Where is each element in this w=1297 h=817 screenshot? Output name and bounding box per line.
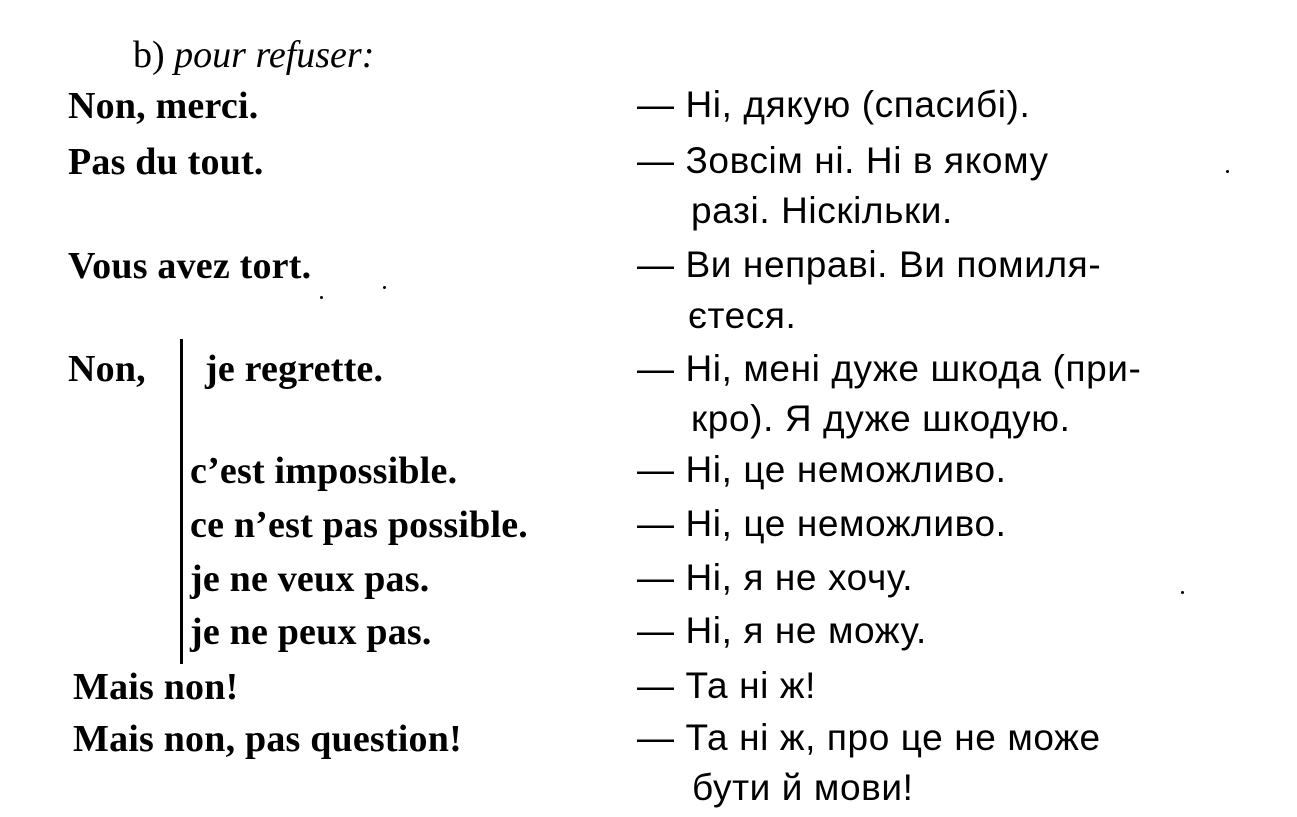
phrase-ua: — Ні, це неможливо. [637, 449, 1007, 490]
phrase-ua: — Ні, це неможливо. [637, 503, 1007, 544]
phrase-ua: — Та ні ж! [637, 665, 817, 706]
phrase-ua: — Ні, я не можу. [637, 610, 927, 651]
section-letter: b) [133, 34, 165, 76]
scan-speck [1226, 170, 1229, 173]
phrase-ua: — Та ні ж, про це не може [637, 717, 1101, 758]
phrase-fr: je regrette. [205, 348, 384, 390]
phrase-ua: — Ні, я не хочу. [637, 557, 914, 598]
phrase-ua-continuation: кро). Я дуже шкодую. [691, 398, 1071, 439]
phrase-fr: je ne veux pas. [190, 558, 430, 600]
phrase-fr-prefix: Non, [68, 348, 146, 390]
phrase-fr: je ne peux pas. [190, 611, 432, 653]
phrase-fr: c’est impossible. [190, 450, 458, 492]
phrase-ua: — Зовсім ні. Ні в якому [637, 140, 1049, 181]
phrase-ua: — Ні, мені дуже шкода (при- [637, 348, 1142, 389]
phrase-fr: Vous avez tort. [68, 245, 312, 287]
scan-speck [383, 286, 386, 289]
phrase-ua-continuation: бути й мови! [692, 767, 914, 808]
phrase-ua: — Ви неправі. Ви помиля- [637, 244, 1102, 285]
section-title: pour refuser: [174, 34, 375, 76]
phrase-fr: ce n’est pas possible. [190, 504, 528, 546]
grouping-bracket [180, 339, 183, 664]
phrase-ua-continuation: єтеся. [688, 295, 797, 336]
scan-speck [320, 296, 323, 299]
phrase-ua: — Ні, дякую (спасибі). [637, 84, 1031, 125]
phrase-fr: Pas du tout. [68, 141, 264, 183]
phrase-fr: Mais non! [73, 666, 239, 708]
phrase-fr: Mais non, pas question! [73, 718, 462, 760]
phrase-fr: Non, merci. [68, 85, 259, 127]
section-heading [133, 36, 374, 74]
phrase-ua-continuation: разі. Ніскільки. [691, 190, 953, 231]
scan-speck [1181, 591, 1184, 594]
